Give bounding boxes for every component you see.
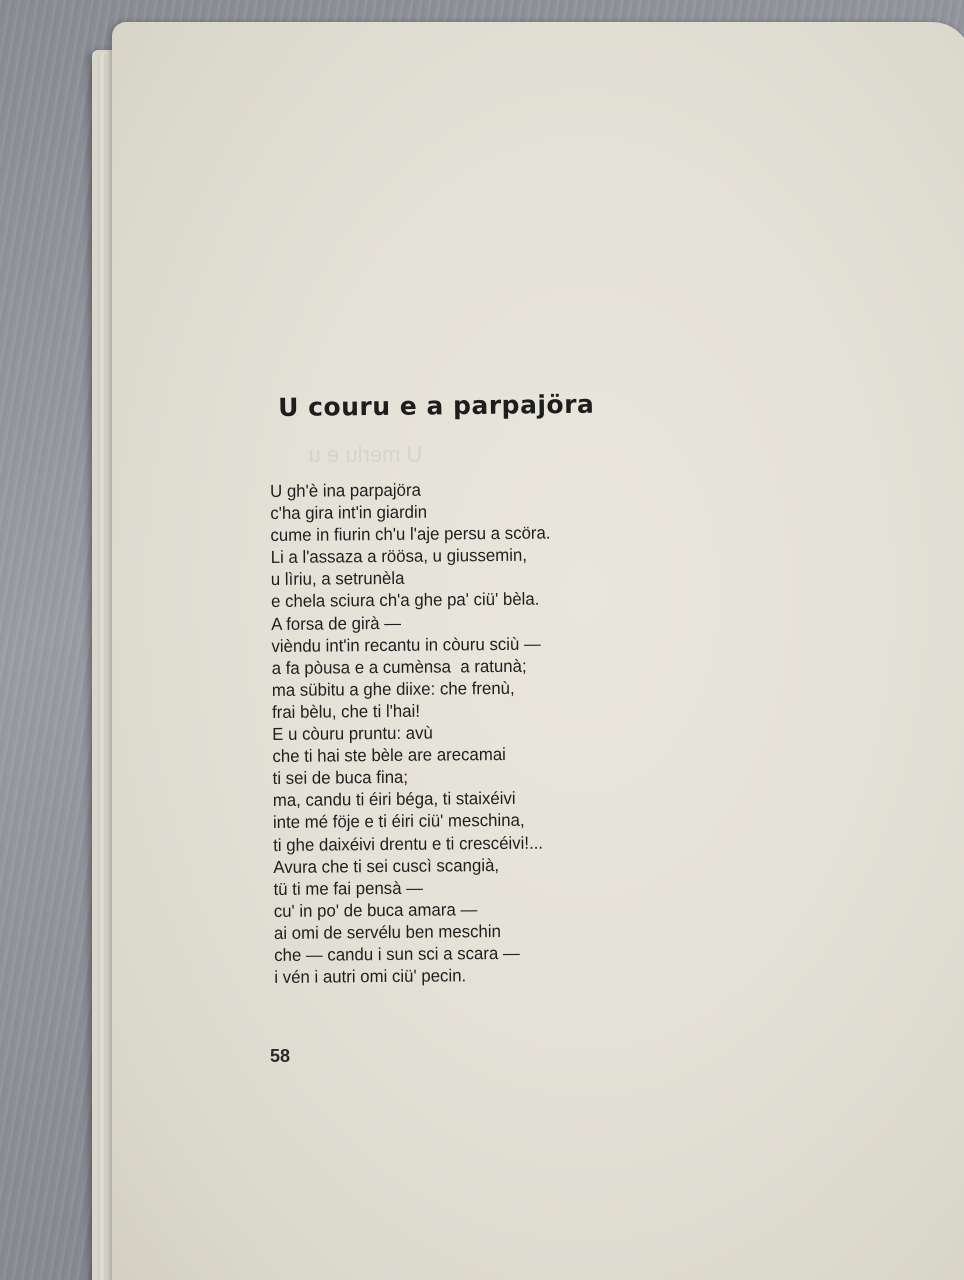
poem-line: i vén i autri omi ciü' pecin. [274, 965, 467, 988]
poem-line: inte mé föje e ti éiri ciü' meschina, [272, 810, 525, 833]
poem-line: u lìriu, a setrunèla [270, 568, 405, 590]
poem-line: che ti hai ste bèle are arecamai [272, 744, 506, 767]
show-through-text: U merlu e u [308, 442, 423, 467]
poem-line: vièndu int'in recantu in còuru sciù — [271, 633, 541, 656]
poem-line: a fa pòusa e a cumènsa a ratunà; [271, 655, 527, 678]
poem-line: ti ghe daixéivi drentu e ti crescéivi!... [273, 832, 544, 855]
poem-line: Li a l'assaza a röösa, u giussemin, [270, 545, 528, 568]
poem-line: cu' in po' de buca amara — [273, 898, 478, 921]
poem-line: U gh'è ina parpajöra [270, 479, 421, 501]
poem-line: Avura che ti sei cuscì scangià, [273, 854, 500, 877]
poem-body [270, 476, 716, 988]
poem-line: E u còuru pruntu: avù [272, 722, 433, 745]
poem-line: ai omi de servélu ben meschin [273, 920, 501, 943]
poem-line: ma, candu ti éiri béga, ti staixéivi [272, 788, 516, 811]
page-number: 58 [270, 1046, 291, 1066]
poem-line: frai bèlu, che ti l'hai! [271, 700, 421, 722]
poem-line: A forsa de girà — [271, 612, 402, 634]
poem-line: tü ti me fai pensà — [273, 877, 424, 899]
poem-line: c'ha gira int'in giardin [270, 501, 428, 524]
poem-line: che — candu i sun sci a scara — [274, 942, 520, 965]
poem-line: cume in fiurin ch'u l'aje persu a scöra. [270, 522, 551, 546]
poem-line: ma sübitu a ghe diixe: che frenù, [271, 677, 515, 700]
poem-line: ti sei de buca fina; [272, 767, 409, 789]
poem-line: e chela sciura ch'a ghe pa' ciü' bèla. [270, 589, 540, 612]
poem-title: U couru e a parpajöra [278, 389, 595, 422]
